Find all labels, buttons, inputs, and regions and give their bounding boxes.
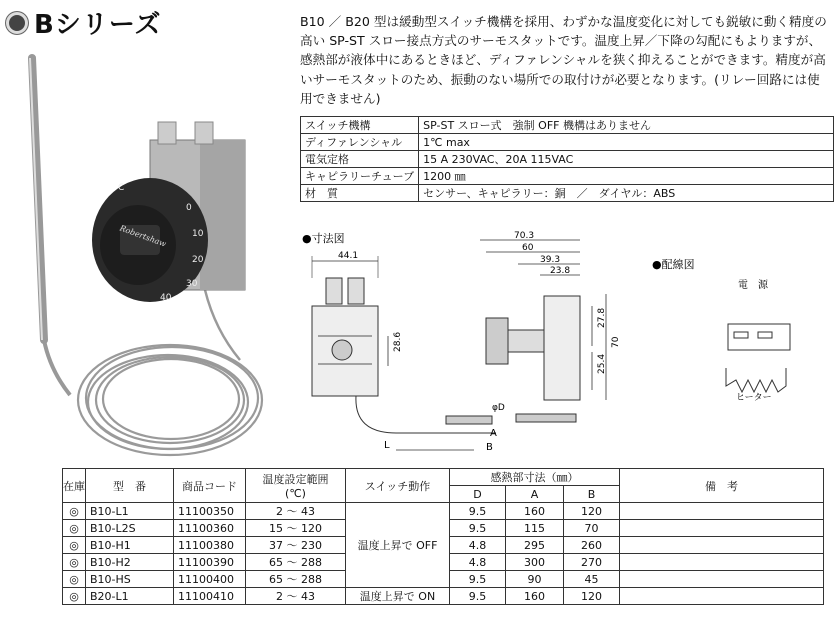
dial-number: 10 [192, 229, 204, 239]
cell-stock: ◎ [63, 503, 86, 520]
spec-value: 15 A 230VAC、20A 115VAC [419, 151, 834, 168]
spec-label: 材 質 [301, 185, 419, 202]
col-D: D [450, 486, 506, 503]
cell-B: 70 [564, 520, 620, 537]
dim-27-8: 27.8 [597, 307, 607, 328]
cell-stock: ◎ [63, 537, 86, 554]
cell-code: 11100390 [174, 554, 246, 571]
dial-number: 30 [186, 279, 198, 289]
col-range [246, 469, 346, 503]
dim-25-4: 25.4 [597, 353, 607, 374]
col-A: A [506, 486, 564, 503]
col-range-label: 温度設定範囲 [262, 473, 329, 486]
dim-L: L [384, 440, 390, 451]
col-B: B [564, 486, 620, 503]
series-title [6, 4, 162, 41]
cell-range: 65 ～ 288 [246, 571, 346, 588]
spec-table [300, 116, 834, 202]
cell-A: 90 [506, 571, 564, 588]
cell-remarks [620, 588, 824, 605]
dim-23-8: 23.8 [550, 266, 571, 276]
spec-value: SP-ST スロー式 強制 OFF 機構はありません [419, 117, 834, 134]
description: B10 ／ B20 型は緩動型スイッチ機構を採用、わずかな温度変化に対しても鋭敏に動く精度の高い SP-ST スロー接点方式のサーモスタットです。温度上昇／下降の勾配にもよりますが、感熱部が液体中にあるときほど、ディファレンシャルを狭く抑えることができます。精度が高いサーモスタットのため、振動のない場所での取付けが必要となります。(リレー回路には使用できません) [300, 14, 827, 106]
cell-remarks [620, 554, 824, 571]
dim-44-1: 44.1 [338, 251, 359, 261]
cell-model: B20-L1 [86, 588, 174, 605]
cell-code: 11100380 [174, 537, 246, 554]
dial-number: 40 [160, 293, 172, 303]
cell-action-off: 温度上昇で OFF [346, 503, 450, 588]
cell-B: 120 [564, 503, 620, 520]
dial-number: C [118, 183, 125, 193]
dim-A: A [490, 428, 497, 439]
spec-row [301, 168, 834, 185]
spec-label: 電気定格 [301, 151, 419, 168]
cell-B: 120 [564, 588, 620, 605]
spec-row [301, 117, 834, 134]
table-row [63, 588, 824, 605]
cell-range: 2 ～ 43 [246, 503, 346, 520]
dial-number: 20 [192, 255, 204, 265]
cell-D: 9.5 [450, 503, 506, 520]
cell-model: B10-HS [86, 571, 174, 588]
cell-A: 160 [506, 588, 564, 605]
model-table [62, 468, 824, 605]
product-photo [0, 40, 300, 460]
cell-remarks [620, 571, 824, 588]
dim-70: 70 [611, 336, 621, 348]
col-range-unit: (℃) [285, 487, 306, 500]
dial-brand: Robertshaw [118, 223, 168, 249]
cell-A: 300 [506, 554, 564, 571]
cell-code: 11100410 [174, 588, 246, 605]
bullet-circle-icon [6, 12, 28, 34]
cell-B: 45 [564, 571, 620, 588]
dimension-drawing [296, 228, 834, 460]
dim-B: B [486, 442, 493, 453]
cell-remarks [620, 537, 824, 554]
cell-D: 9.5 [450, 571, 506, 588]
dimension-heading: ●寸法図 [302, 232, 345, 245]
cell-A: 295 [506, 537, 564, 554]
cell-stock: ◎ [63, 588, 86, 605]
col-code: 商品コード [174, 469, 246, 503]
spec-label: スイッチ機構 [301, 117, 419, 134]
cell-remarks [620, 503, 824, 520]
spec-label: ディファレンシャル [301, 134, 419, 151]
cell-range: 2 ～ 43 [246, 588, 346, 605]
dim-70-3: 70.3 [514, 231, 535, 241]
series-title-text: Bシリーズ [34, 10, 162, 40]
spec-value: 1200 ㎜ [419, 168, 834, 185]
dim-60: 60 [522, 243, 534, 253]
dim-28-6: 28.6 [393, 331, 403, 352]
spec-label: キャピラリーチューブ [301, 168, 419, 185]
cell-code: 11100360 [174, 520, 246, 537]
wiring-heater: ヒーター [736, 393, 772, 403]
wiring-power: 電 源 [738, 280, 768, 291]
cell-range: 65 ～ 288 [246, 554, 346, 571]
dim-phiD: φD [492, 403, 505, 413]
spec-row [301, 151, 834, 168]
table-row [63, 503, 824, 520]
col-model: 型 番 [86, 469, 174, 503]
cell-model: B10-H2 [86, 554, 174, 571]
col-remarks: 備 考 [620, 469, 824, 503]
col-stock: 在庫 [63, 469, 86, 503]
cell-A: 115 [506, 520, 564, 537]
cell-model: B10-L1 [86, 503, 174, 520]
cell-A: 160 [506, 503, 564, 520]
cell-stock: ◎ [63, 520, 86, 537]
cell-range: 37 ～ 230 [246, 537, 346, 554]
cell-D: 4.8 [450, 537, 506, 554]
cell-code: 11100400 [174, 571, 246, 588]
cell-D: 9.5 [450, 588, 506, 605]
spec-row [301, 185, 834, 202]
cell-stock: ◎ [63, 571, 86, 588]
cell-action-on: 温度上昇で ON [346, 588, 450, 605]
cell-model: B10-L2S [86, 520, 174, 537]
col-action: スイッチ動作 [346, 469, 450, 503]
spec-row [301, 134, 834, 151]
cell-remarks [620, 520, 824, 537]
cell-B: 270 [564, 554, 620, 571]
wiring-heading: ●配線図 [652, 258, 695, 271]
dial-number: 0 [186, 203, 192, 213]
cell-stock: ◎ [63, 554, 86, 571]
dim-39-3: 39.3 [540, 255, 561, 265]
col-sensor: 感熱部寸法（㎜） [450, 469, 620, 486]
cell-code: 11100350 [174, 503, 246, 520]
cell-B: 260 [564, 537, 620, 554]
cell-D: 9.5 [450, 520, 506, 537]
spec-value: 1℃ max [419, 134, 834, 151]
cell-model: B10-H1 [86, 537, 174, 554]
cell-D: 4.8 [450, 554, 506, 571]
cell-range: 15 ～ 120 [246, 520, 346, 537]
spec-value: センサー、キャピラリー：銅 ／ ダイヤル：ABS [419, 185, 834, 202]
